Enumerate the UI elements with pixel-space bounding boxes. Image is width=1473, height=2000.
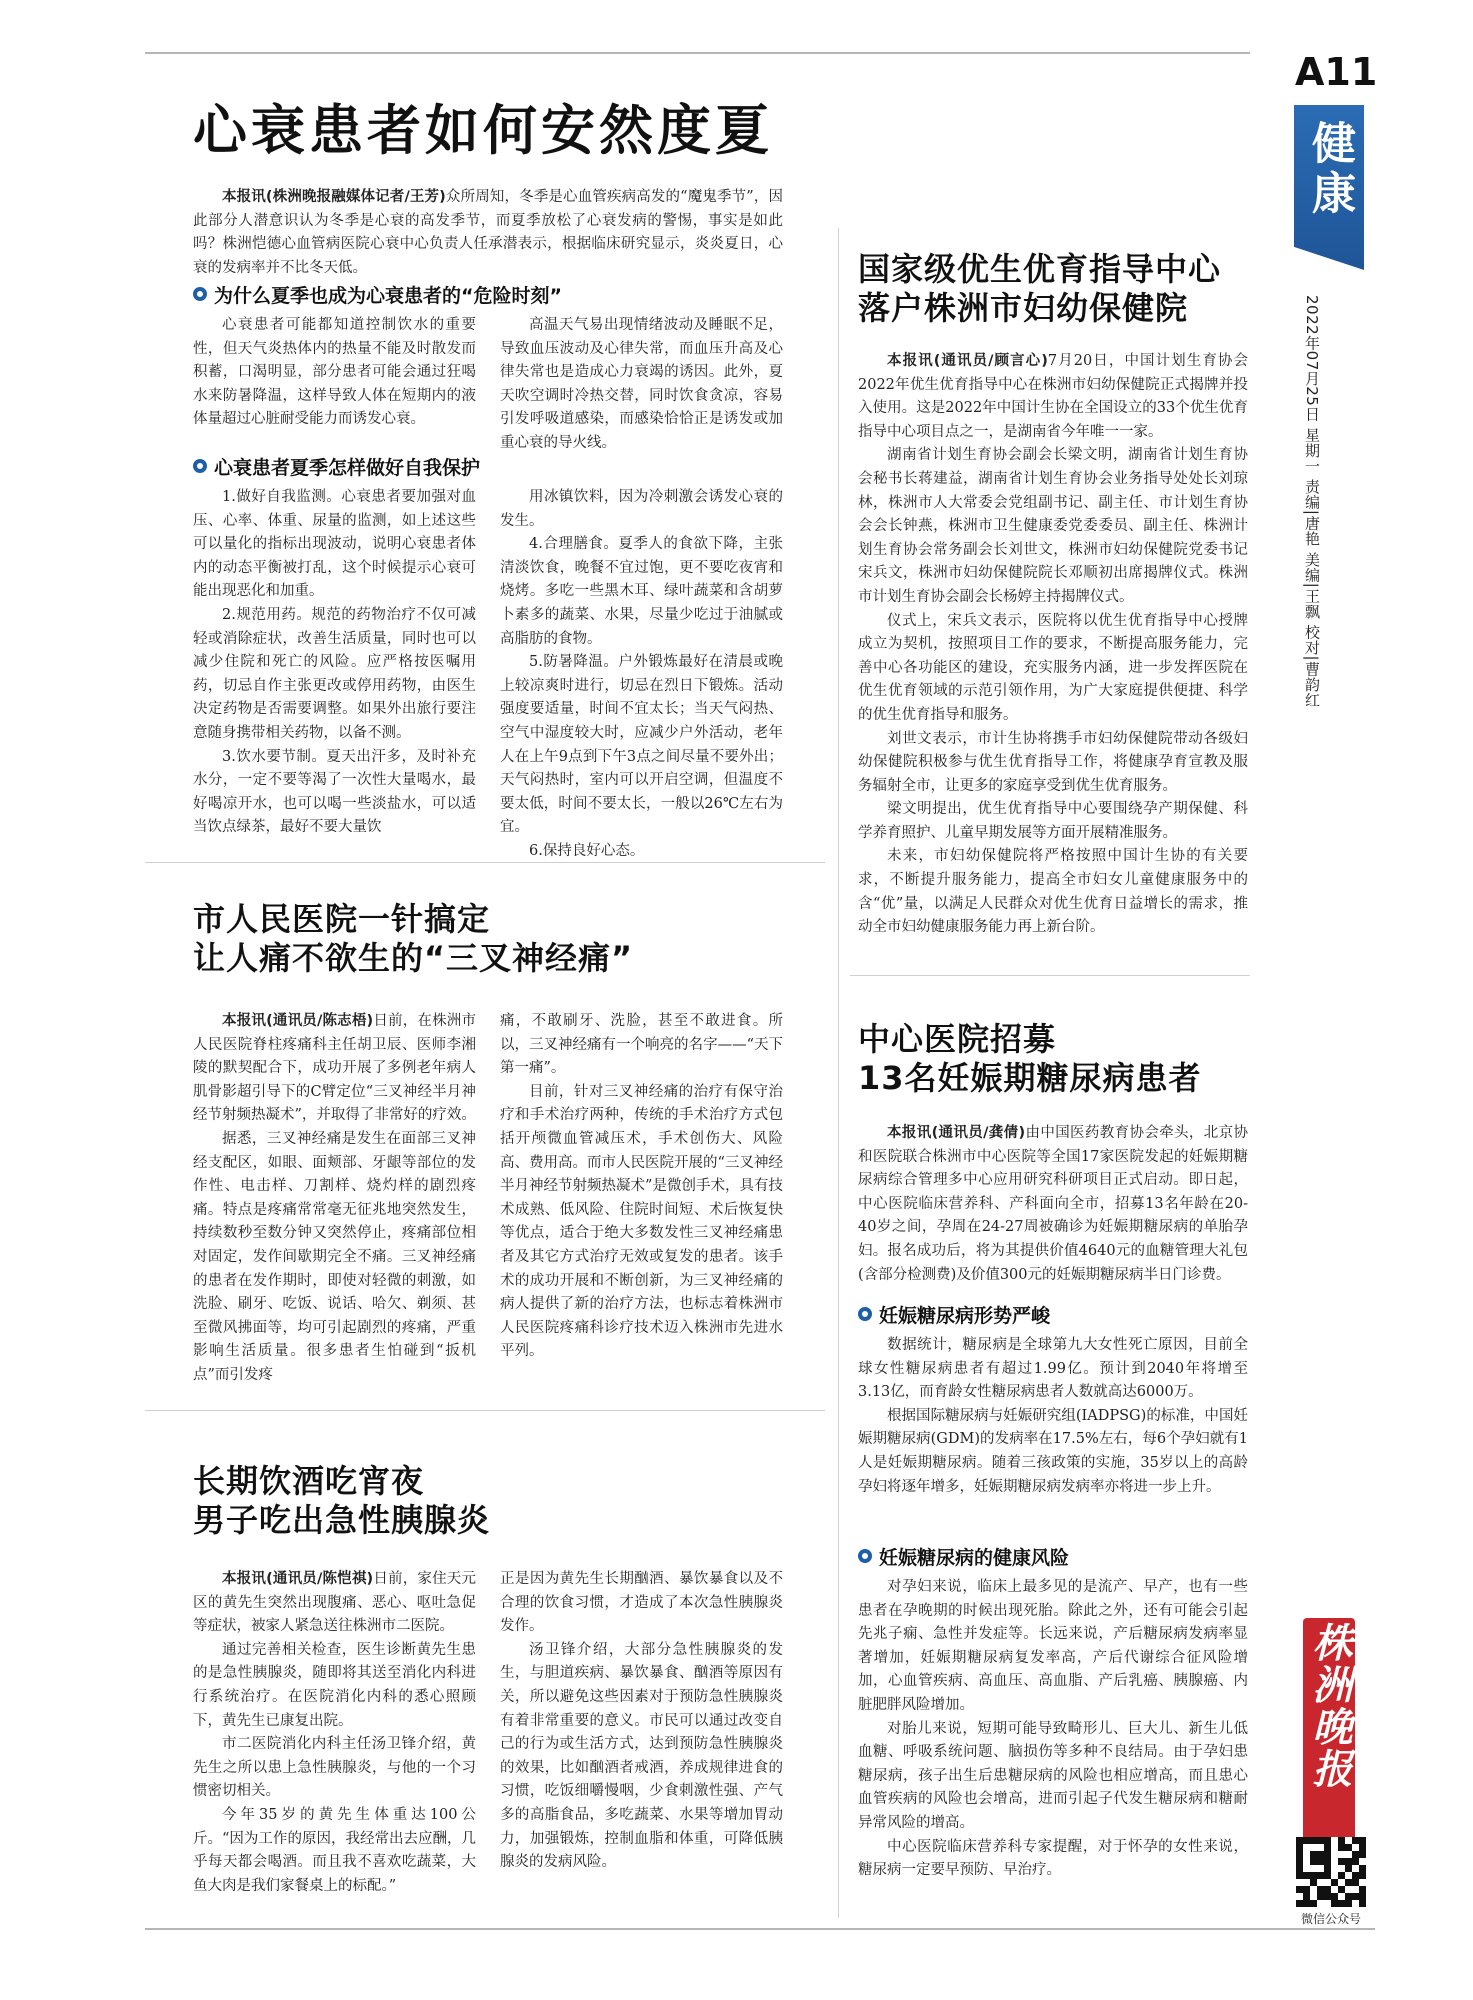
article5-subhead-1-text: 妊娠糖尿病形势严峻 — [879, 1304, 1051, 1327]
paragraph: 高温天气易出现情绪波动及睡眠不足，导致血压波动及心律失常，而血压升高及心律失常也是造成心力衰竭的诱因。此外，夏天吹空调时冷热交替，同时饮食贪凉，容易引发呼吸道感染，而感染恰恰正是诱发或加重心衰的导火线。 — [500, 317, 783, 451]
article1-lead-tag: 本报讯(株洲晚报融媒体记者/王芳) — [222, 189, 446, 205]
divider — [850, 975, 1250, 976]
article5-lead-body: 由中国医药教育协会牵头，北京协和医院联合株洲市中心医院等全国17家医院发起的妊娠期糖尿病综合管理多中心应用研究科研项目正式启动。即日起，中心医院临床营养科、产科面向全市，招募13名年龄在20-40岁之间，孕周在24-27周被确诊为妊娠期糖尿病的单胎孕妇。报名成功后，将为其提供价值4640元的血糖管理大礼包(含部分检测费)及价值300元的妊娠期糖尿病半日门诊费。 — [858, 1125, 1248, 1283]
article2-lead-tag: 本报讯(通讯员/陈志梧) — [222, 1013, 374, 1029]
article2-title-line2: 让人痛不欲生的“三叉神经痛” — [193, 939, 634, 978]
article1-sub1-col2 — [500, 314, 783, 456]
paragraph: 2.规范用药。规范的药物治疗不仅可减轻或消除症状，改善生活质量，同时也可以减少住院和死亡的风险。应严格按医嘱用药，切忌自作主张更改或停用药物，由医生决定药物是否需要调整。如果外出旅行要注意随身携带相关药物，以备不测。 — [193, 606, 476, 741]
article2-title — [193, 900, 633, 978]
paragraph: 7月20日，中国计划生育协会2022年优生优育指导中心在株洲市妇幼保健院正式揭牌并投入使用。这是2022年中国计生协在全国设立的33个优生优育指导中心项目点之一，是湖南省今年唯一一家。 — [858, 353, 1248, 440]
article3-title-line1: 长期饮酒吃宵夜 — [193, 1462, 425, 1500]
article1-subhead-1 — [193, 280, 562, 308]
bullet-ring-icon — [193, 287, 207, 301]
article2-title-line1: 市人民医院一针搞定 — [193, 900, 491, 938]
article4-title-line2: 落户株洲市妇幼保健院 — [858, 289, 1189, 328]
article4-lead-tag: 本报讯(通讯员/顾言心) — [887, 353, 1048, 369]
bullet-ring-icon — [858, 1307, 872, 1321]
paragraph: 日前，家住天元区的黄先生突然出现腹痛、恶心、呕吐急促等症状，被家人紧急送往株洲市二医院。 — [193, 1571, 476, 1635]
paragraph: 据悉，三叉神经痛是发生在面部三叉神经支配区，如眼、面颊部、牙龈等部位的发作性、电击样、刀割样、烧灼样的剧烈疼痛。特点是疼痛常常毫无征兆地突然发生，持续数秒至数分钟又突然停止，疼痛部位相对固定，发作间歇期完全不痛。三叉神经痛的患者在发作期时，即使对轻微的刺激，如洗脸、刷牙、吃饭、说话、哈欠、剃须、甚至微风拂面等，均可引起剧烈的疼痛，严重影响生活质量。很多患者生怕碰到“扳机点”而引发疼 — [193, 1130, 476, 1383]
page-number: A11 — [1295, 50, 1378, 94]
bottom-rule — [145, 1928, 1375, 1930]
paragraph: 日前，在株洲市人民医院脊柱疼痛科主任胡卫辰、医师李湘陵的默契配合下，成功开展了多例老年病人肌骨影超引导下的C臂定位“三叉神经半月神经节射频热凝术”，并取得了非常好的疗效。 — [193, 1013, 476, 1124]
article5-title-line1: 中心医院招募 — [858, 1020, 1057, 1058]
newspaper-logo-text: 株洲晚报 — [1306, 1622, 1353, 1790]
article1-lead — [193, 186, 783, 282]
article3-title — [193, 1462, 490, 1540]
paragraph: 仪式上，宋兵文表示，医院将以优生优育指导中心授牌成立为契机，按照项目工作的要求，不断提高服务能力，完善中心各功能区的建设，充实服务内涵，进一步发挥医院在优生优育领域的示范引领作用，为广大家庭提供便捷、科学的优生优育指导和服务。 — [858, 612, 1248, 723]
bullet-ring-icon — [858, 1549, 872, 1563]
dateline: 2022年07月25日 星期一 责编|唐艳 美编|王飘 校对|曹韵红 — [1303, 295, 1321, 708]
paragraph: 中心医院临床营养科专家提醒，对于怀孕的女性来说，糖尿病一定要早预防、早治疗。 — [858, 1838, 1248, 1879]
article1-lead-body: 众所周知，冬季是心血管疾病高发的“魔鬼季节”，因此部分人潜意识认为冬季是心衰的高发季节，而夏季放松了心衰发病的警惕，事实是如此吗？株洲恺德心血管病医院心衰中心负责人任承潜表示，根据临床研究显示，炎炎夏日，心衰的发病率并不比冬天低。 — [193, 189, 783, 276]
paragraph: 对胎儿来说，短期可能导致畸形儿、巨大儿、新生儿低血糖、呼吸系统问题、脑损伤等多种不良结局。由于孕妇患糖尿病，孩子出生后患糖尿病的风险也相应增高，而且患心血管疾病的风险也会增高，进而引起子代发生糖尿病和糖耐异常风险的增高。 — [858, 1720, 1248, 1831]
paragraph: 通过完善相关检查，医生诊断黄先生患的是急性胰腺炎，随即将其送至消化内科进行系统治疗。在医院消化内科的悉心照顾下，黄先生已康复出院。 — [193, 1641, 476, 1729]
paragraph: 梁文明提出，优生优育指导中心要围绕孕产期保健、科学养育照护、儿童早期发展等方面开展精准服务。 — [858, 801, 1248, 841]
article1-subhead-2 — [193, 452, 480, 480]
paragraph: 心衰患者可能都知道控制饮水的重要性，但天气炎热体内的热量不能及时散发而积蓄，口渴明显，部分患者可能会通过狂喝水来防暑降温，这样导致人体在短期内的液体量超过心脏耐受能力而诱发心衰。 — [193, 317, 476, 428]
top-rule — [145, 52, 1250, 54]
article3-col1 — [193, 1568, 476, 1918]
paragraph: 数据统计，糖尿病是全球第九大女性死亡原因，目前全球女性糖尿病患者有超过1.99亿。预计到2040年将增至3.13亿，而育龄女性糖尿病患者人数就高达6000万。 — [858, 1337, 1248, 1401]
article5-title-line2: 13名妊娠期糖尿病患者 — [858, 1059, 1202, 1098]
article1-title: 心衰患者如何安然度夏 — [193, 99, 773, 162]
article2-col1 — [193, 1010, 476, 1383]
article4-title-line1: 国家级优生优育指导中心 — [858, 250, 1222, 288]
section-label: 健康 — [1304, 120, 1355, 220]
article1-subhead-2-text: 心衰患者夏季怎样做好自我保护 — [214, 456, 481, 479]
paragraph: 汤卫锋介绍，大部分急性胰腺炎的发生，与胆道疾病、暴饮暴食、酗酒等原因有关，所以避免这些因素对于预防急性胰腺炎有着非常重要的意义。市民可以通过改变自己的行为或生活方式，达到预防急性胰腺炎的效果，比如酗酒者戒酒，养成规律进食的习惯，吃饭细嚼慢咽，少食刺激性强、产气多的高脂食品，多吃蔬菜、水果等增加胃动力，加强锻炼，控制血脂和体重，可降低胰腺炎的发病风险。 — [500, 1641, 783, 1871]
paragraph: 未来，市妇幼保健院将严格按照中国计生协的有关要求，不断提升服务能力，提高全市妇女儿童健康服务中的含“优”量，以满足人民群众对优生优育日益增长的需求，推动全市妇幼健康服务能力再上新台阶。 — [858, 848, 1248, 936]
paragraph: 目前，针对三叉神经痛的治疗有保守治疗和手术治疗两种，传统的手术治疗方式包括开颅微血管减压术，手术创伤大、风险高、费用高。而市人民医院开展的“三叉神经半月神经节射频热凝术”是微创手术，具有技术成熟、低风险、住院时间短、术后恢复快等优点，适合于绝大多数发性三叉神经痛患者及其它方式治疗无效或复发的患者。该手术的成功开展和不断创新，为三叉神经痛的病人提供了新的治疗方法，也标志着株洲市人民医院疼痛科诊疗技术迈入株洲市先进水平列。 — [500, 1083, 783, 1360]
qr-code-icon[interactable] — [1296, 1837, 1366, 1907]
paragraph: 湖南省计划生育协会副会长梁文明，湖南省计划生育协会秘书长蒋建益，湖南省计划生育协会业务指导处处长刘琼林，株洲市人大常委会党组副书记、副主任、市计划生育协会会长钟燕，株洲市卫生健康委党委委员、副主任、株洲计划生育协会常务副会长刘世文，株洲市妇幼保健院党委书记宋兵文，株洲市妇幼保健院院长邓顺初出席揭牌仪式。株洲市计划生育协会副会长杨婷主持揭牌仪式。 — [858, 447, 1248, 605]
article2-col2 — [500, 1010, 783, 1372]
paragraph: 对孕妇来说，临床上最多见的是流产、早产，也有一些患者在孕晚期的时候出现死胎。除此之外，还有可能会引起先兆子痫、急性并发症等。长远来说，产后糖尿病发病率显著增加，妊娠期糖尿病复发率高，产后代谢综合征风险增加，心血管疾病、高血压、高血脂、产后乳癌、胰腺癌、内脏肥胖风险增加。 — [858, 1579, 1248, 1713]
article5-sub1-body — [858, 1334, 1248, 1542]
divider — [145, 862, 825, 863]
paragraph: 今年35岁的黄先生体重达100公斤。“因为工作的原因，我经常出去应酬，几乎每天都会喝酒。而且我不喜欢吃蔬菜，大鱼大肉是我们家餐桌上的标配。” — [193, 1806, 476, 1894]
article3-col2 — [500, 1568, 783, 1918]
paragraph: 刘世文表示，市计生协将携手市妇幼保健院带动各级妇幼保健院积极参与优生优育指导工作，将健康孕育宣教及服务辐射全市，让更多的家庭享受到优生优育服务。 — [858, 730, 1248, 794]
paragraph: 1.做好自我监测。心衰患者要加强对血压、心率、体重、尿量的监测，如上述这些可以量化的指标出现波动，说明心衰患者体内的动态平衡被打乱，这个时候提示心衰可能出现恶化和加重。 — [193, 489, 476, 600]
article4-title — [858, 250, 1221, 328]
article5-title — [858, 1020, 1202, 1098]
article1-sub2-col1 — [193, 486, 476, 838]
article1-sub2-col2 — [500, 486, 783, 859]
article5-sub2-body — [858, 1576, 1248, 1918]
article5-subhead-1 — [858, 1300, 1050, 1328]
paragraph: 5.防暑降温。户外锻炼最好在清晨或晚上较凉爽时进行，切忌在烈日下锻炼。活动强度要适量，时间不宜太长；当天气闷热、空气中湿度较大时，应减少户外活动，老年人在上午9点到下午3点之间尽量不要外出；天气闷热时，室内可以开启空调，但温度不要太低，时间不要太长，一般以26℃左右为宜。 — [500, 654, 783, 836]
article5-subhead-2-text: 妊娠糖尿病的健康风险 — [879, 1546, 1070, 1569]
article5-lead-tag: 本报讯(通讯员/龚倩) — [887, 1125, 1026, 1141]
paragraph: 用冰镇饮料，因为冷刺激会诱发心衰的发生。 — [500, 489, 783, 529]
article5-subhead-2 — [858, 1542, 1069, 1570]
article1-sub1-col1 — [193, 314, 476, 456]
article5-lead — [858, 1122, 1248, 1308]
divider — [145, 1410, 825, 1411]
paragraph: 痛，不敢刷牙、洗脸，甚至不敢进食。所以，三叉神经痛有一个响亮的名字——“天下第一痛”。 — [500, 1013, 783, 1077]
paragraph: 6.保持良好心态。 — [529, 842, 645, 859]
bullet-ring-icon — [193, 459, 207, 473]
article1-subhead-1-text: 为什么夏季也成为心衰患者的“危险时刻” — [214, 284, 562, 307]
article3-title-line2: 男子吃出急性胰腺炎 — [193, 1501, 491, 1540]
qr-caption: 微信公众号 — [1300, 1912, 1361, 1926]
article3-lead-tag: 本报讯(通讯员/陈恺祺) — [222, 1571, 374, 1587]
paragraph: 3.饮水要节制。夏天出汗多，及时补充水分，一定不要等渴了一次性大量喝水，最好喝凉开水，也可以喝一些淡盐水，可以适当饮点绿茶，最好不要大量饮 — [193, 748, 476, 836]
paragraph: 4.合理膳食。夏季人的食欲下降，主张清淡饮食，晚餐不宜过饱，更不要吃夜宵和烧烤。多吃一些黑木耳、绿叶蔬菜和含胡萝卜素多的蔬菜、水果，尽量少吃过于油腻或高脂肪的食物。 — [500, 536, 783, 647]
paragraph: 正是因为黄先生长期酗酒、暴饮暴食以及不合理的饮食习惯，才造成了本次急性胰腺炎发作。 — [500, 1571, 783, 1635]
column-divider — [838, 228, 839, 1918]
paragraph: 市二医院消化内科主任汤卫锋介绍，黄先生之所以患上急性胰腺炎，与他的一个习惯密切相关。 — [193, 1736, 476, 1800]
paragraph: 根据国际糖尿病与妊娠研究组(IADPSG)的标准，中国妊娠期糖尿病(GDM)的发病率在17.5%左右，每6个孕妇就有1人是妊娠期糖尿病。随着三孩政策的实施，35岁以上的高龄孕妇将逐年增多，妊娠期糖尿病发病率亦将进一步上升。 — [858, 1407, 1248, 1495]
article4-body — [858, 350, 1248, 950]
